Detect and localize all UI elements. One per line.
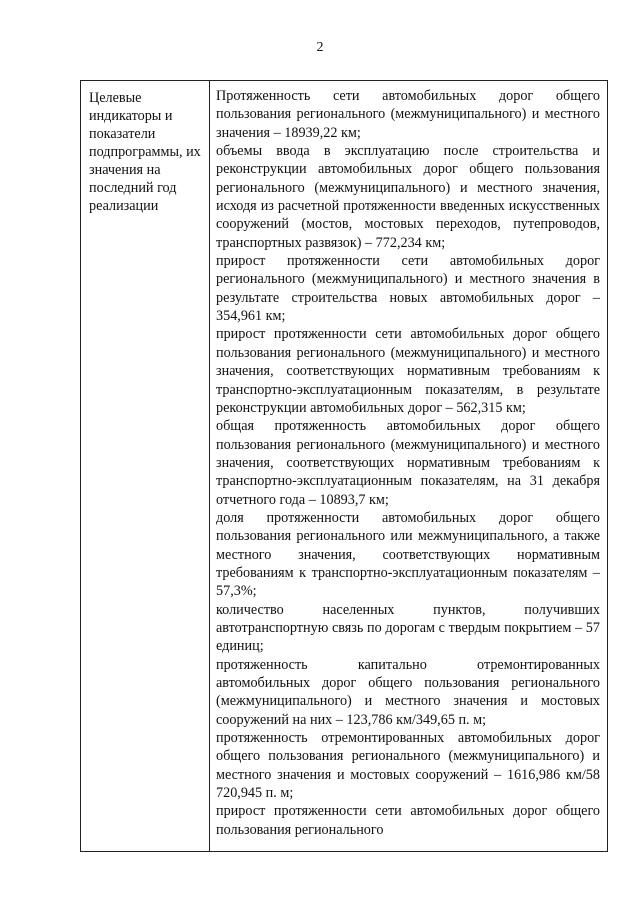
page-number: 2 xyxy=(316,40,324,55)
indicator-item: количество населенных пунктов, получивших автотранспортную связь по дорогам с твердым покрытием – 57 единиц; xyxy=(216,601,600,655)
indicator-item: доля протяженности автомобильных дорог общего пользования регионального или межмуниципального, а также местного значения, соответствующих нормативным требованиям к транспортно-эксплуатационным показателям – 57,3%; xyxy=(216,509,600,600)
indicator-item: общая протяженность автомобильных дорог общего пользования регионального (межмуниципального) и местного значения, соответствующих нормативным требованиям к транспортно-эксплуатационным показателям, на 31 декабря отчетного года – 10893,7 км; xyxy=(216,418,600,508)
indicator-item: прирост протяженности сети автомобильных дорог регионального (межмуниципального) и местного значения в результате строительства новых автомобильных дорог – 354,961 км; xyxy=(216,253,600,325)
content-cell xyxy=(216,87,600,839)
indicator-item: протяженность капитально отремонтированных автомобильных дорог общего пользования регионального (межмуниципального) и местного значения и мостовых сооружений на них – 123,786 км/349,65 п. м; xyxy=(216,656,600,728)
label-cell: Целевые индикаторы и показатели подпрограммы, их значения на последний год реализации xyxy=(89,90,201,214)
indicator-item: Протяженность сети автомобильных дорог общего пользования регионального (межмуниципального) и местного значения – 18939,22 км; xyxy=(216,88,600,141)
indicators-table xyxy=(80,80,608,852)
indicator-item: объемы ввода в эксплуатацию после строительства и реконструкции автомобильных дорог общего пользования регионального (межмуниципального) и местного значения, исходя из расчетной протяженности введенных искусственных сооружений (мостов, мостовых переходов, путепроводов, транспортных развязок) – 772,234 км; xyxy=(216,143,600,251)
column-divider xyxy=(209,81,210,851)
indicator-item: протяженность отремонтированных автомобильных дорог общего пользования регионального (межмуниципального) и местного значения и мостовых сооружений – 1616,986 км/58 720,945 п. м; xyxy=(216,730,600,802)
indicator-item: прирост протяженности сети автомобильных дорог общего пользования регионального (межмуниципального) и местного значения, соответствующих нормативным требованиям к транспортно-эксплуатационным показателям, в результате реконструкции автомобильных дорог – 562,315 км; xyxy=(216,326,600,416)
indicator-item: прирост протяженности сети автомобильных дорог общего пользования регионального xyxy=(216,803,600,838)
